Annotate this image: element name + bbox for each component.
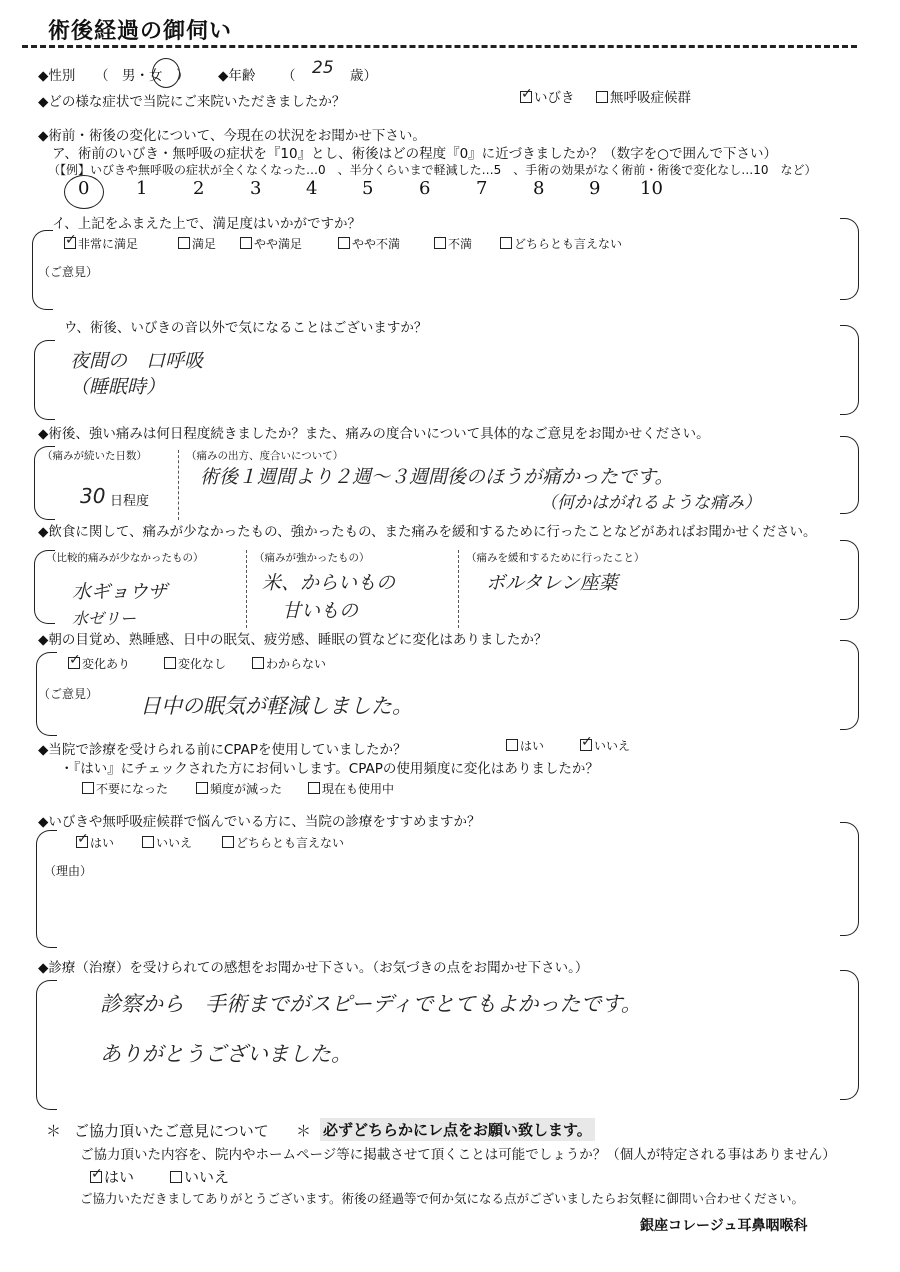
recommend-opt-yes[interactable]: ✓はい: [76, 834, 114, 851]
checkbox[interactable]: [252, 657, 264, 669]
age-unit: 歳）: [350, 68, 377, 84]
morning-opinion-label: （ご意見）: [38, 687, 99, 701]
checkbox[interactable]: [82, 782, 94, 794]
symptom-option-snoring[interactable]: ✓ いびき: [520, 86, 575, 106]
other-answer-2: （睡眠時）: [70, 376, 166, 398]
checkbox[interactable]: [196, 782, 208, 794]
recommend-opt-neutral[interactable]: どちらとも言えない: [222, 834, 344, 851]
cpap-sub-opt-2[interactable]: 頻度が減った: [196, 780, 282, 797]
scale-0[interactable]: 0: [78, 178, 90, 199]
coop-yes[interactable]: ✓はい: [90, 1166, 134, 1187]
symptom-question: ◆どの様な症状で当院にご来院いただきましたか？: [38, 94, 346, 110]
cpap-sub-opt-1[interactable]: 不要になった: [82, 780, 168, 797]
food-divider-2: [458, 550, 459, 628]
cpap-sub-question: ・『はい』にチェックされた方にお伺いします。CPAPの使用頻度に変化はありましたか？: [60, 761, 599, 777]
pain-days-value: 30: [80, 484, 106, 508]
satisfaction-opt-4[interactable]: やや不満: [338, 235, 400, 252]
coop-heading: ご協力頂いたご意見について: [74, 1122, 269, 1140]
checkbox[interactable]: [142, 836, 154, 848]
satisfaction-opt-6[interactable]: どちらとも言えない: [500, 235, 622, 252]
satisfaction-opinion-label: （ご意見）: [38, 265, 99, 279]
checkbox[interactable]: [506, 739, 518, 751]
checkbox[interactable]: [222, 836, 234, 848]
scale-6[interactable]: 6: [419, 178, 431, 199]
pain-question: ◆術後、強い痛みは何日程度続きましたか？また、痛みの度合いについて具体的なご意見をお聞かせください。: [38, 426, 710, 442]
scale-7[interactable]: 7: [476, 178, 488, 199]
checkbox-checked[interactable]: [580, 739, 592, 751]
scale-9[interactable]: 9: [589, 178, 601, 199]
scale-3[interactable]: 3: [250, 178, 262, 199]
coop-star-1: ＊: [46, 1122, 62, 1140]
other-question: ウ、術後、いびきの音以外で気になることはございますか？: [64, 320, 428, 336]
checkbox[interactable]: [240, 237, 252, 249]
satisfaction-question: イ、上記をふまえた上で、満足度はいかがですか？: [52, 216, 362, 232]
clinic-name: 銀座コレージュ耳鼻咽喉科: [640, 1218, 808, 1234]
change-scale: [0, 178, 900, 204]
satisfaction-opt-2[interactable]: 満足: [178, 235, 216, 252]
checkbox[interactable]: [596, 91, 608, 103]
symptom-option-apnea[interactable]: 無呼吸症候群: [596, 86, 691, 106]
cpap-yes[interactable]: はい: [506, 737, 544, 754]
bracket-left: [32, 230, 53, 310]
bracket-left: [36, 652, 57, 736]
checkbox-checked[interactable]: [64, 237, 76, 249]
food-col2-label: （痛みが強かったもの）: [254, 552, 370, 564]
cpap-sub-opt-3[interactable]: 現在も使用中: [308, 780, 394, 797]
satisfaction-opt-3[interactable]: やや満足: [240, 235, 302, 252]
checkbox[interactable]: [178, 237, 190, 249]
pain-detail-2: （何かはがれるような痛み）: [540, 493, 761, 513]
food-col3-1: ボルタレン座薬: [486, 572, 618, 594]
satisfaction-opt-1[interactable]: ✓非常に満足: [64, 235, 138, 252]
bracket-right: [840, 325, 859, 415]
checkbox-checked[interactable]: [68, 657, 80, 669]
scale-8[interactable]: 8: [533, 178, 545, 199]
food-col3-label: （痛みを緩和するために行ったこと）: [466, 552, 645, 564]
scale-1[interactable]: 1: [136, 178, 148, 199]
food-col1-2: 水ゼリー: [72, 609, 137, 628]
bracket-left: [34, 446, 55, 520]
bracket-right: [840, 640, 859, 730]
bracket-right: [840, 218, 859, 300]
morning-answer: 日中の眠気が軽減しました。: [140, 694, 413, 718]
bracket-left: [34, 550, 55, 624]
scale-10[interactable]: 10: [640, 178, 663, 199]
cpap-question: ◆当院で診療を受けられる前にCPAPを使用していましたか？: [38, 742, 407, 758]
satisfaction-opt-5[interactable]: 不満: [434, 235, 472, 252]
cpap-no[interactable]: ✓ いいえ: [580, 737, 630, 754]
bracket-right: [840, 822, 859, 936]
impression-answer-1: 診察から 手術までがスピーディでとてもよかったです。: [100, 992, 642, 1016]
bracket-left: [34, 340, 55, 420]
age-value: 25: [312, 58, 334, 78]
recommend-question: ◆いびきや無呼吸症候群で悩んでいる方に、当院の診療をすすめますか？: [38, 814, 481, 830]
coop-thanks: ご協力いただきましてありがとうございます。術後の経過等で何か気になる点がございましたらお気軽に御問い合わせください。: [80, 1191, 805, 1206]
bracket-left: [36, 830, 57, 948]
coop-star-2: ＊: [296, 1122, 312, 1140]
change-question: ◆術前・術後の変化について、今現在の状況をお聞かせ下さい。: [38, 128, 426, 144]
checkbox-checked[interactable]: [520, 91, 532, 103]
food-col2-1: 米、からいもの: [262, 572, 396, 594]
impression-answer-2: ありがとうございました。: [100, 1042, 352, 1066]
gender-circle: [152, 58, 180, 88]
pain-days-unit: 日程度: [110, 494, 150, 509]
bracket-right: [840, 970, 859, 1100]
impression-question: ◆診療（治療）を受けられての感想をお聞かせ下さい。（お気づきの点をお聞かせ下さい。）: [38, 960, 589, 976]
checkbox[interactable]: [308, 782, 320, 794]
age-open: （: [282, 68, 296, 84]
bracket-right: [840, 540, 859, 620]
change-example: （【例】いびきや無呼吸の症状が全くなくなった…0 、半分くらいまで軽減した…5 、手術の効果がなく術前・術後で変化なし…10 など）: [48, 163, 817, 177]
scale-5[interactable]: 5: [362, 178, 374, 199]
other-answer-1: 夜間の 口呼吸: [70, 350, 204, 372]
coop-question: ご協力頂いた内容を、院内やホームページ等に掲載させて頂くことは可能でしょうか？（個人が特定される事はありません）: [80, 1147, 836, 1163]
page-title: 術後経過の御伺い: [48, 19, 233, 44]
morning-question: ◆朝の目覚め、熟睡感、日中の眠気、疲労感、睡眠の質などに変化はありましたか？: [38, 632, 548, 648]
morning-opt-3[interactable]: わからない: [252, 655, 326, 672]
morning-opt-2[interactable]: 変化なし: [164, 655, 226, 672]
title-divider: [22, 45, 857, 48]
food-divider-1: [246, 550, 247, 628]
food-col2-2: 甘いもの: [282, 600, 359, 622]
pain-detail-1: 術後１週間より２週～３週間後のほうが痛かったです。: [200, 466, 674, 488]
age-label: ◆年齢: [218, 68, 256, 84]
change-sub-a: ア、術前のいびき・無呼吸の症状を『10』とし、術後はどの程度『0』に近づきましたか？（数字を○で囲んで下さい）: [52, 146, 777, 162]
checkbox[interactable]: [164, 657, 176, 669]
pain-divider: [178, 450, 179, 520]
food-question: ◆飲食に関して、痛みが少なかったもの、強かったもの、また痛みを緩和するために行ったことなどがあればお聞かせください。: [38, 524, 817, 540]
food-col1-label: （比較的痛みが少なかったもの）: [46, 552, 204, 564]
recommend-opt-no[interactable]: いいえ: [142, 834, 192, 851]
scale-2[interactable]: 2: [193, 178, 205, 199]
checkbox-checked[interactable]: [90, 1171, 102, 1183]
checkbox[interactable]: [338, 237, 350, 249]
gender-label: ◆性別: [38, 68, 76, 84]
pain-detail-label: （痛みの出方、度合いについて）: [186, 450, 344, 462]
bracket-left: [36, 980, 57, 1110]
checkbox[interactable]: [500, 237, 512, 249]
bracket-right: [840, 436, 859, 514]
coop-notice: 必ずどちらかにレ点をお願い致します。: [320, 1118, 595, 1141]
coop-no[interactable]: いいえ: [170, 1166, 229, 1187]
food-col1-1: 水ギョウザ: [72, 581, 168, 603]
gender-value: （ 男・女 ）: [95, 68, 190, 84]
pain-days-label: （痛みが続いた日数）: [42, 450, 147, 462]
checkbox[interactable]: [170, 1171, 182, 1183]
morning-opt-1[interactable]: ✓変化あり: [68, 655, 130, 672]
checkbox[interactable]: [434, 237, 446, 249]
checkbox-checked[interactable]: [76, 836, 88, 848]
recommend-reason-label: （理由）: [44, 864, 93, 878]
scale-selected-circle: [64, 175, 104, 209]
scale-4[interactable]: 4: [306, 178, 318, 199]
